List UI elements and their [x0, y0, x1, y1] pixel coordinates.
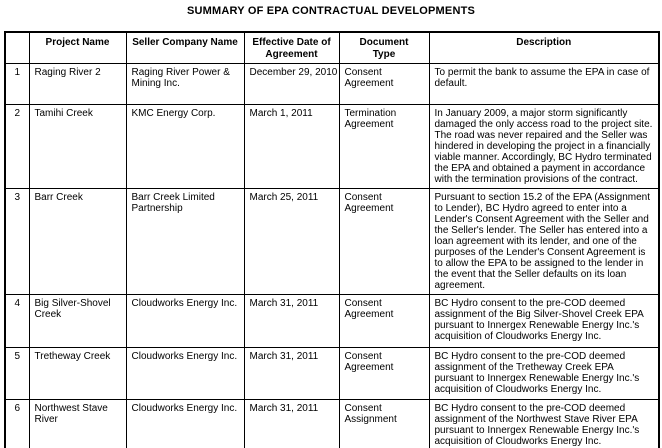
header-effective-date: Effective Date of Agreement — [244, 32, 339, 64]
description-cell: BC Hydro consent to the pre-COD deemed assignment of the Tretheway Creek EPA pursuant to Innergex Renewable Energy Inc.'s acquisition of Cloudworks Energy Inc. — [429, 348, 659, 400]
num-cell: 6 — [5, 400, 29, 448]
date-cell: March 31, 2011 — [244, 400, 339, 448]
description-cell: To permit the bank to assume the EPA in case of default. — [429, 64, 659, 105]
num-cell: 1 — [5, 64, 29, 105]
doc-type-cell: Consent Agreement — [339, 348, 429, 400]
num-cell: 5 — [5, 348, 29, 400]
doc-type-cell: Consent Agreement — [339, 189, 429, 295]
table-row — [5, 189, 659, 295]
date-cell: March 31, 2011 — [244, 348, 339, 400]
project-cell: Big Silver-Shovel Creek — [29, 295, 126, 348]
doc-type-cell: Consent Assignment — [339, 400, 429, 448]
project-cell: Tamihi Creek — [29, 105, 126, 189]
doc-type-cell: Termination Agreement — [339, 105, 429, 189]
description-cell: BC Hydro consent to the pre-COD deemed assignment of the Northwest Stave River EPA pursuant to Innergex Renewable Energy Inc.'s acquisition of Cloudworks Energy Inc. — [429, 400, 659, 448]
doc-type-cell: Consent Agreement — [339, 295, 429, 348]
description-cell: Pursuant to section 15.2 of the EPA (Assignment to Lender), BC Hydro agreed to enter into a Lender's Consent Agreement with the Seller and the Seller's lender. The Seller has entered into a loan agreement with its lender, and one of the purposes of the Lender's Consent Agreement is to allow the EPA to be assigned to the lender in the event that the Seller defaults on its loan agreement. — [429, 189, 659, 295]
description-cell: BC Hydro consent to the pre-COD deemed assignment of the Big Silver-Shovel Creek EPA pursuant to Innergex Renewable Energy Inc.'s acquisition of Cloudworks Energy Inc. — [429, 295, 659, 348]
project-cell: Northwest Stave River — [29, 400, 126, 448]
description-cell: In January 2009, a major storm significantly damaged the only access road to the project site. The road was never repaired and the Seller was hindered in developing the project in a financially viable manner. Accordingly, BC Hydro terminated the EPA and obtained a payment in accordance with the termination provisions of the contract. — [429, 105, 659, 189]
table-row — [5, 105, 659, 189]
header-document-type: Document Type — [339, 32, 429, 64]
page-title: SUMMARY OF EPA CONTRACTUAL DEVELOPMENTS — [186, 5, 476, 17]
seller-cell: Raging River Power & Mining Inc. — [126, 64, 244, 105]
table-row — [5, 295, 659, 348]
seller-cell: KMC Energy Corp. — [126, 105, 244, 189]
header-row — [5, 32, 659, 64]
header-project-name: Project Name — [29, 32, 126, 64]
doc-type-cell: Consent Agreement — [339, 64, 429, 105]
project-cell: Barr Creek — [29, 189, 126, 295]
project-cell: Raging River 2 — [29, 64, 126, 105]
header-num — [5, 32, 29, 64]
seller-cell: Barr Creek Limited Partnership — [126, 189, 244, 295]
date-cell: December 29, 2010 — [244, 64, 339, 105]
seller-cell: Cloudworks Energy Inc. — [126, 348, 244, 400]
header-seller-company-name: Seller Company Name — [126, 32, 244, 64]
table-row — [5, 348, 659, 400]
header-description: Description — [429, 32, 659, 64]
num-cell: 3 — [5, 189, 29, 295]
seller-cell: Cloudworks Energy Inc. — [126, 400, 244, 448]
table-row — [5, 400, 659, 448]
date-cell: March 25, 2011 — [244, 189, 339, 295]
project-cell: Tretheway Creek — [29, 348, 126, 400]
epa-developments-table — [4, 31, 660, 448]
date-cell: March 1, 2011 — [244, 105, 339, 189]
table-row — [5, 64, 659, 105]
num-cell: 2 — [5, 105, 29, 189]
date-cell: March 31, 2011 — [244, 295, 339, 348]
seller-cell: Cloudworks Energy Inc. — [126, 295, 244, 348]
num-cell: 4 — [5, 295, 29, 348]
